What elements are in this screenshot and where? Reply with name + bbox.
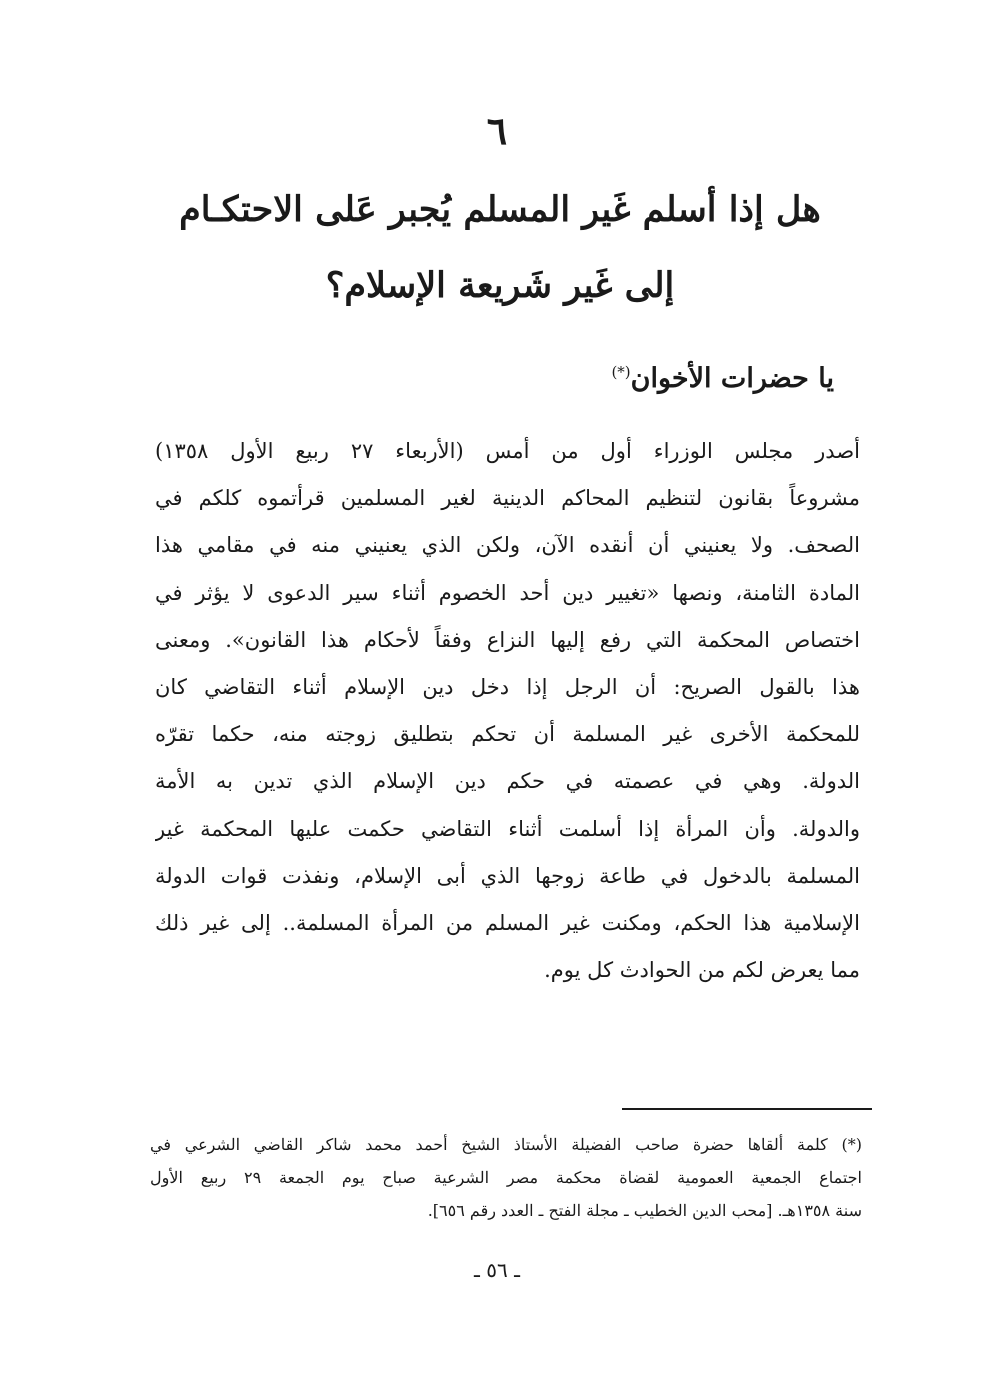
footnote-line: اجتماع الجمعية العمومية لقضاة محكمة مصر الشرعية صباح يوم الجمعة ٢٩ ربيع الأول: [150, 1168, 862, 1187]
body-paragraph: [155, 428, 860, 994]
footnote: [150, 1128, 862, 1227]
body-line: الصحف. ولا يعنيني أن أنقده الآن، ولكن الذي يعنيني منه في مقامي هذا: [155, 533, 860, 558]
body-line: الدولة. وهي في عصمته في حكم دين الإسلام الذي تدين به الأمة: [155, 769, 860, 794]
body-line: المسلمة بالدخول في طاعة زوجها الذي أبى الإسلام، ونفذت قوات الدولة: [155, 863, 860, 888]
body-line: للمحكمة الأخرى غير المسلمة أن تحكم بتطليق زوجته منه، حكما تقرّه: [155, 722, 860, 747]
chapter-title-line: هل إذا أسلم غَير المسلم يُجبر عَلى الاحتكـام: [179, 189, 821, 230]
chapter-number: ٦: [486, 108, 508, 153]
body-line: المادة الثامنة، ونصها «تغيير دين أحد الخصوم أثناء سير الدعوى لا يؤثر في: [155, 580, 860, 605]
page-number: ـ ٥٦ ـ: [474, 1258, 520, 1282]
body-line: أصدر مجلس الوزراء أول من أمس (الأربعاء ٢٧ ربيع الأول ١٣٥٨): [155, 439, 860, 463]
body-line: الإسلامية هذا الحكم، ومكنت غير المسلم من المرأة المسلمة.. إلى غير ذلك: [155, 910, 860, 935]
salutation-text: يا حضرات الأخوان: [630, 363, 834, 394]
body-line: هذا بالقول الصريح: أن الرجل إذا دخل دين الإسلام أثناء التقاضي كان: [155, 674, 860, 699]
footnote-marker: (*): [611, 363, 631, 381]
chapter-title: [150, 172, 850, 324]
body-line: والدولة. وأن المرأة إذا أسلمت أثناء التقاضي حكمت عليها المحكمة غير: [155, 816, 860, 841]
salutation: [611, 352, 834, 399]
body-line: مشروعاً بقانون لتنظيم المحاكم الدينية لغير المسلمين قرأتموه كلكم في: [155, 486, 860, 511]
body-line: اختصاص المحكمة التي رفع إليها النزاع وفقاً لأحكام هذا القانون». ومعنى: [155, 627, 860, 652]
body-line: مما يعرض لكم من الحوادث كل يوم.: [544, 958, 860, 983]
chapter-title-line: إلى غَير شَريعة الإسلام؟: [325, 265, 675, 306]
footnote-line: (*) كلمة ألقاها حضرة صاحب الفضيلة الأستاذ الشيخ أحمد محمد شاكر القاضي الشرعي في: [150, 1135, 862, 1154]
footnote-line: سنة ١٣٥٨هـ. [محب الدين الخطيب ـ مجلة الفتح ـ العدد رقم ٦٥٦].: [427, 1201, 862, 1220]
footnote-separator: [622, 1108, 872, 1110]
